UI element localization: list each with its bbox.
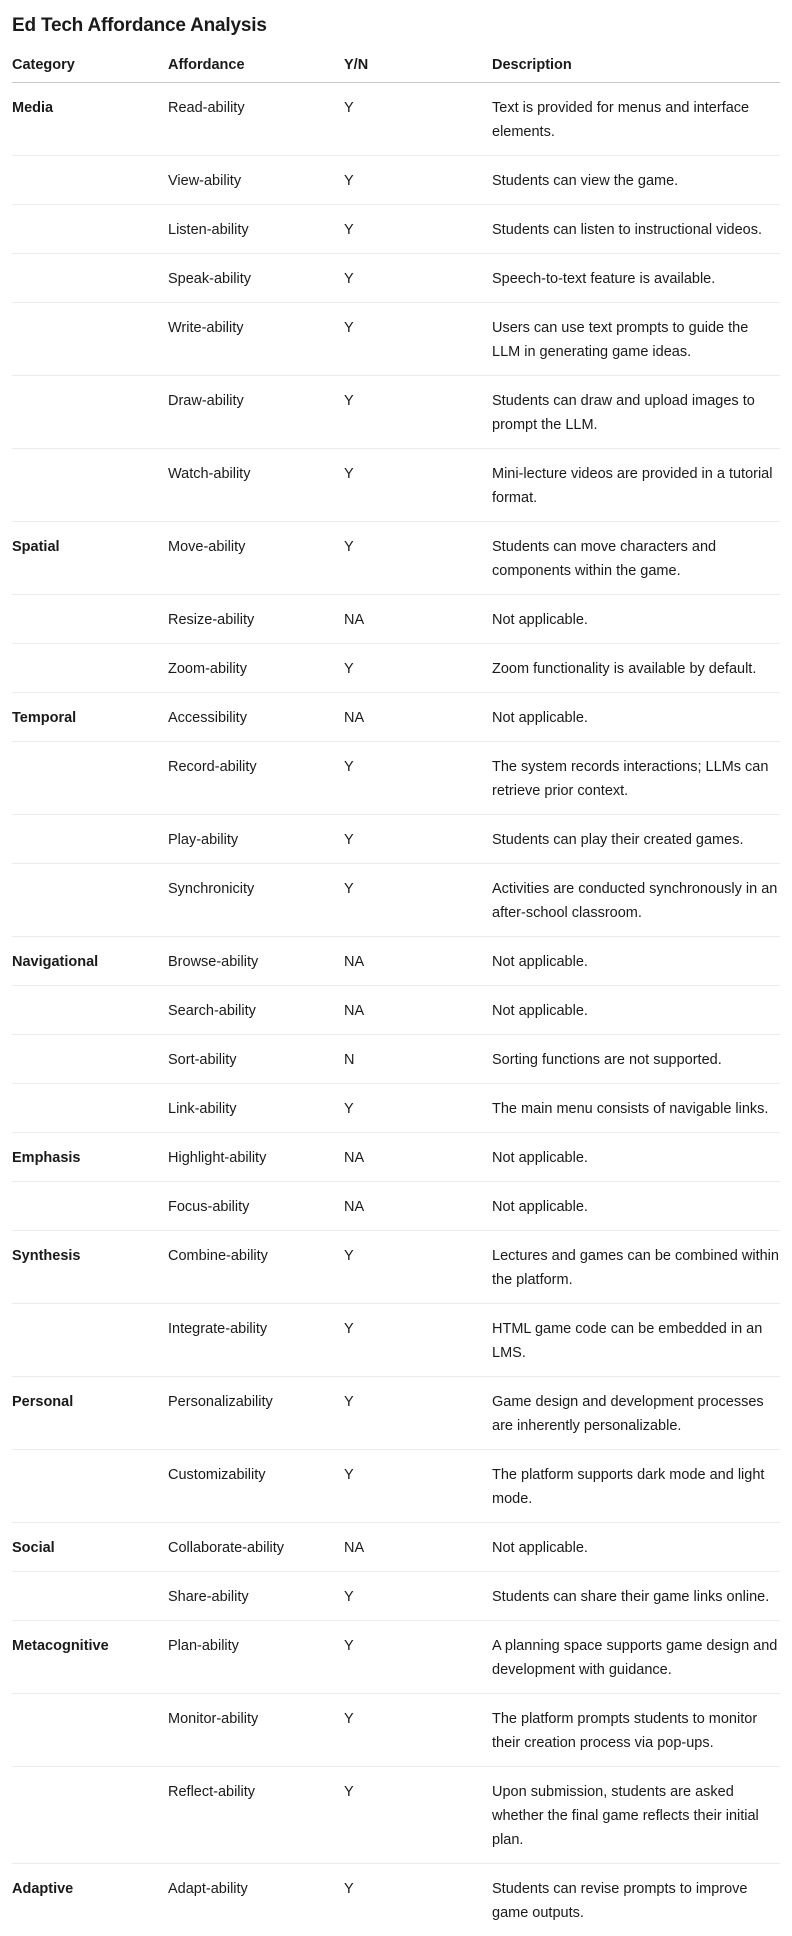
description-cell: Students can revise prompts to improve game outputs. [492, 1864, 780, 1936]
description-cell: The system records interactions; LLMs can retrieve prior context. [492, 742, 780, 815]
yn-cell: NA [344, 595, 492, 644]
description-cell: Students can play their created games. [492, 815, 780, 864]
table-row [12, 1864, 780, 1936]
yn-cell: Y [344, 1304, 492, 1377]
table-row [12, 864, 780, 937]
description-cell: Lectures and games can be combined within the platform. [492, 1231, 780, 1304]
table-row [12, 449, 780, 522]
description-cell: Text is provided for menus and interface elements. [492, 83, 780, 156]
description-cell: Not applicable. [492, 595, 780, 644]
affordance-cell: Customizability [168, 1450, 344, 1523]
category-cell [12, 1084, 168, 1133]
table-row [12, 986, 780, 1035]
yn-cell: Y [344, 83, 492, 156]
header-yn: Y/N [344, 55, 492, 83]
description-cell: Zoom functionality is available by default. [492, 644, 780, 693]
category-cell [12, 595, 168, 644]
yn-cell: Y [344, 254, 492, 303]
affordance-cell: Collaborate-ability [168, 1523, 344, 1572]
category-cell [12, 1182, 168, 1231]
table-row [12, 1621, 780, 1694]
description-cell: Not applicable. [492, 937, 780, 986]
affordance-cell: View-ability [168, 156, 344, 205]
category-cell [12, 303, 168, 376]
table-row [12, 303, 780, 376]
category-cell: Spatial [12, 522, 168, 595]
header-category: Category [12, 55, 168, 83]
table-row [12, 1523, 780, 1572]
description-cell: Sorting functions are not supported. [492, 1035, 780, 1084]
description-cell: Users can use text prompts to guide the LLM in generating game ideas. [492, 303, 780, 376]
yn-cell: Y [344, 644, 492, 693]
affordance-cell: Synchronicity [168, 864, 344, 937]
yn-cell: NA [344, 1133, 492, 1182]
category-cell [12, 742, 168, 815]
category-cell: Metacognitive [12, 1621, 168, 1694]
affordance-cell: Speak-ability [168, 254, 344, 303]
yn-cell: Y [344, 376, 492, 449]
affordance-cell: Zoom-ability [168, 644, 344, 693]
table-row [12, 742, 780, 815]
description-cell: Not applicable. [492, 1182, 780, 1231]
affordance-cell: Focus-ability [168, 1182, 344, 1231]
description-cell: Activities are conducted synchronously in an after-school classroom. [492, 864, 780, 937]
table-row [12, 1450, 780, 1523]
category-cell [12, 815, 168, 864]
table-row [12, 644, 780, 693]
table-row [12, 1133, 780, 1182]
yn-cell: NA [344, 937, 492, 986]
yn-cell: Y [344, 864, 492, 937]
table-row [12, 1767, 780, 1864]
table-row [12, 1304, 780, 1377]
header-row [12, 55, 780, 83]
affordance-cell: Browse-ability [168, 937, 344, 986]
affordance-cell: Monitor-ability [168, 1694, 344, 1767]
category-cell: Social [12, 1523, 168, 1572]
description-cell: Students can listen to instructional videos. [492, 205, 780, 254]
category-cell [12, 644, 168, 693]
yn-cell: Y [344, 205, 492, 254]
description-cell: Students can move characters and components within the game. [492, 522, 780, 595]
yn-cell: Y [344, 742, 492, 815]
table-row [12, 83, 780, 156]
yn-cell: NA [344, 986, 492, 1035]
affordance-cell: Accessibility [168, 693, 344, 742]
affordance-cell: Write-ability [168, 303, 344, 376]
description-cell: Not applicable. [492, 986, 780, 1035]
affordance-cell: Highlight-ability [168, 1133, 344, 1182]
category-cell: Synthesis [12, 1231, 168, 1304]
category-cell [12, 1767, 168, 1864]
affordance-cell: Reflect-ability [168, 1767, 344, 1864]
table-row [12, 1231, 780, 1304]
yn-cell: Y [344, 156, 492, 205]
yn-cell: N [344, 1035, 492, 1084]
description-cell: The platform prompts students to monitor their creation process via pop-ups. [492, 1694, 780, 1767]
table-body [12, 83, 780, 1936]
affordance-cell: Share-ability [168, 1572, 344, 1621]
yn-cell: Y [344, 1450, 492, 1523]
table-row [12, 1694, 780, 1767]
header-affordance: Affordance [168, 55, 344, 83]
yn-cell: Y [344, 1572, 492, 1621]
yn-cell: Y [344, 303, 492, 376]
category-cell [12, 1572, 168, 1621]
yn-cell: Y [344, 1231, 492, 1304]
table-header [12, 55, 780, 83]
category-cell: Adaptive [12, 1864, 168, 1936]
table-row [12, 1182, 780, 1231]
description-cell: Students can view the game. [492, 156, 780, 205]
table-row [12, 376, 780, 449]
page-title: Ed Tech Affordance Analysis [12, 13, 780, 39]
table-row [12, 1084, 780, 1133]
description-cell: The platform supports dark mode and light mode. [492, 1450, 780, 1523]
table-row [12, 205, 780, 254]
affordance-cell: Move-ability [168, 522, 344, 595]
affordance-table [12, 55, 780, 1936]
category-cell [12, 205, 168, 254]
category-cell: Emphasis [12, 1133, 168, 1182]
category-cell: Media [12, 83, 168, 156]
affordance-cell: Draw-ability [168, 376, 344, 449]
description-cell: Students can share their game links online. [492, 1572, 780, 1621]
yn-cell: Y [344, 1694, 492, 1767]
category-cell: Temporal [12, 693, 168, 742]
description-cell: HTML game code can be embedded in an LMS. [492, 1304, 780, 1377]
yn-cell: Y [344, 1767, 492, 1864]
yn-cell: NA [344, 1523, 492, 1572]
yn-cell: Y [344, 1084, 492, 1133]
category-cell [12, 986, 168, 1035]
category-cell [12, 1035, 168, 1084]
description-cell: Upon submission, students are asked whether the final game reflects their initial plan. [492, 1767, 780, 1864]
yn-cell: NA [344, 1182, 492, 1231]
affordance-cell: Adapt-ability [168, 1864, 344, 1936]
affordance-cell: Personalizability [168, 1377, 344, 1450]
header-description: Description [492, 55, 780, 83]
table-row [12, 937, 780, 986]
category-cell [12, 1694, 168, 1767]
table-row [12, 1035, 780, 1084]
description-cell: The main menu consists of navigable links. [492, 1084, 780, 1133]
table-row [12, 522, 780, 595]
description-cell: Mini-lecture videos are provided in a tutorial format. [492, 449, 780, 522]
affordance-cell: Sort-ability [168, 1035, 344, 1084]
affordance-cell: Search-ability [168, 986, 344, 1035]
yn-cell: Y [344, 1377, 492, 1450]
table-row [12, 1572, 780, 1621]
description-cell: Not applicable. [492, 693, 780, 742]
yn-cell: NA [344, 693, 492, 742]
affordance-cell: Link-ability [168, 1084, 344, 1133]
table-row [12, 693, 780, 742]
category-cell [12, 376, 168, 449]
table-row [12, 254, 780, 303]
table-row [12, 815, 780, 864]
affordance-cell: Resize-ability [168, 595, 344, 644]
description-cell: Students can draw and upload images to prompt the LLM. [492, 376, 780, 449]
yn-cell: Y [344, 1621, 492, 1694]
description-cell: Not applicable. [492, 1523, 780, 1572]
yn-cell: Y [344, 522, 492, 595]
description-cell: Not applicable. [492, 1133, 780, 1182]
category-cell [12, 254, 168, 303]
category-cell [12, 864, 168, 937]
category-cell [12, 449, 168, 522]
table-row [12, 156, 780, 205]
category-cell [12, 156, 168, 205]
affordance-cell: Combine-ability [168, 1231, 344, 1304]
affordance-cell: Plan-ability [168, 1621, 344, 1694]
affordance-cell: Watch-ability [168, 449, 344, 522]
description-cell: Game design and development processes are inherently personalizable. [492, 1377, 780, 1450]
table-row [12, 595, 780, 644]
yn-cell: Y [344, 449, 492, 522]
table-row [12, 1377, 780, 1450]
description-cell: A planning space supports game design and development with guidance. [492, 1621, 780, 1694]
affordance-cell: Listen-ability [168, 205, 344, 254]
description-cell: Speech-to-text feature is available. [492, 254, 780, 303]
category-cell [12, 1450, 168, 1523]
category-cell: Navigational [12, 937, 168, 986]
affordance-cell: Record-ability [168, 742, 344, 815]
yn-cell: Y [344, 815, 492, 864]
affordance-cell: Play-ability [168, 815, 344, 864]
category-cell: Personal [12, 1377, 168, 1450]
yn-cell: Y [344, 1864, 492, 1936]
affordance-cell: Integrate-ability [168, 1304, 344, 1377]
affordance-cell: Read-ability [168, 83, 344, 156]
category-cell [12, 1304, 168, 1377]
